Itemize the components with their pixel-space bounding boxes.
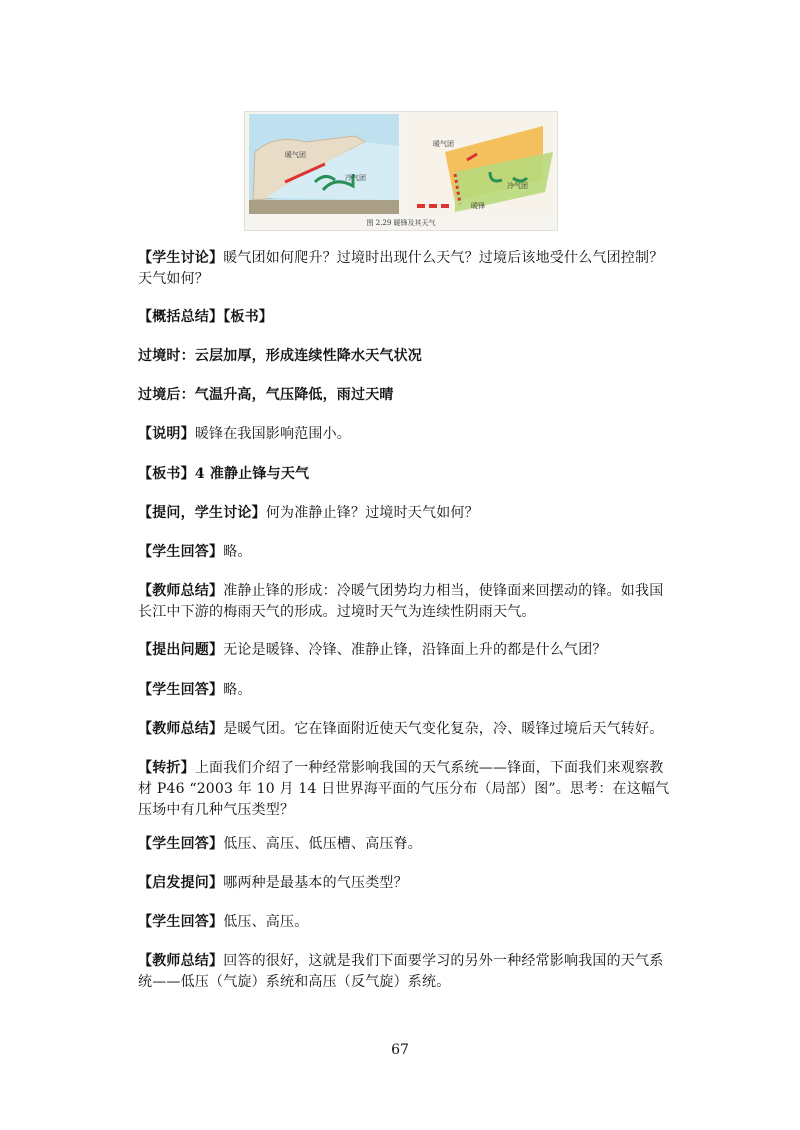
para-text: 略。 <box>223 682 252 698</box>
label-warm-left: 暖气团 <box>285 151 306 159</box>
para-head: 【学生讨论】 <box>138 250 224 266</box>
para-head: 【教师总结】 <box>138 583 224 599</box>
warm-front-figure <box>244 111 558 231</box>
para-13 <box>138 834 670 855</box>
para-7 <box>138 542 670 563</box>
para-head: 【板书】 <box>138 466 195 482</box>
para-head: 【学生回答】 <box>138 836 224 852</box>
para-head: 【教师总结】 <box>138 953 224 969</box>
para-16 <box>138 951 670 993</box>
para-11 <box>138 719 670 740</box>
para-bold-text: 过境时：云层加厚，形成连续性降水天气状况 <box>138 348 422 364</box>
para-10 <box>138 680 670 701</box>
para-text: 是暖气团。它在锋面附近使天气变化复杂，冷、暖锋过境后天气转好。 <box>223 721 664 737</box>
para-text: 暖气团如何爬升？过境时出现什么天气？过境后该地受什么气团控制？天气如何？ <box>138 250 664 287</box>
para-head: 【概括总结】【板书】 <box>138 309 273 325</box>
para-9 <box>138 640 670 661</box>
para-3 <box>138 385 670 406</box>
para-head: 【提问，学生讨论】 <box>138 505 266 521</box>
para-12 <box>138 758 670 821</box>
para-1 <box>138 307 670 328</box>
para-text: 暖锋在我国影响范围小。 <box>194 426 352 442</box>
para-bold-text: 过境后：气温升高，气压降低，雨过天晴 <box>138 387 394 403</box>
para-text: 低压、高压。 <box>223 914 309 930</box>
para-8 <box>138 581 670 623</box>
para-text: 准静止锋的形成：冷暖气团势均力相当，使锋面来回摆动的锋。如我国长江中下游的梅雨天气的形成。过境时天气为连续性阴雨天气。 <box>138 583 664 620</box>
para-head: 【提出问题】 <box>138 642 224 658</box>
para-text: 回答的很好，这就是我们下面要学习的另外一种经常影响我国的天气系统——低压（气旋）系统和高压（反气旋）系统。 <box>138 953 664 990</box>
para-text: 何为准静止锋？过境时天气如何？ <box>265 505 479 521</box>
label-warm-right: 暖气团 <box>433 140 454 148</box>
para-2 <box>138 346 670 367</box>
label-front: 暖锋 <box>471 202 485 210</box>
para-14 <box>138 873 670 894</box>
ground-left <box>249 200 399 214</box>
para-text: 哪两种是最基本的气压类型？ <box>223 875 408 891</box>
para-head: 【说明】 <box>138 426 195 442</box>
para-4 <box>138 424 670 445</box>
para-head: 【学生回答】 <box>138 544 224 560</box>
para-head: 【教师总结】 <box>138 721 224 737</box>
warm-front-diagram <box>245 112 557 230</box>
para-15 <box>138 912 670 933</box>
para-text: 上面我们介绍了一种经常影响我国的天气系统——锋面，下面我们来观察教材 P46 “2003 年 10 月 14 日世界海平面的气压分布（局部）图”。思考：在这幅气压场中有几种气压类型？ <box>138 760 670 818</box>
para-text: 无论是暖锋、冷锋、准静止锋，沿锋面上升的都是什么气团？ <box>223 642 607 658</box>
page-number: 67 <box>391 1042 409 1058</box>
figure-caption: 图 2.29 暖锋及其天气 <box>366 219 436 227</box>
para-0 <box>138 248 670 290</box>
para-text: 略。 <box>223 544 252 560</box>
para-head: 【学生回答】 <box>138 682 224 698</box>
para-text: 低压、高压、低压槽、高压脊。 <box>223 836 423 852</box>
para-bold-text: 4 准静止锋与天气 <box>194 466 310 482</box>
para-head: 【启发提问】 <box>138 875 224 891</box>
para-head: 【学生回答】 <box>138 914 224 930</box>
para-head: 【转折】 <box>138 760 195 776</box>
label-cold-right: 冷气团 <box>507 182 528 190</box>
label-cold-left: 冷气团 <box>345 174 366 182</box>
para-5 <box>138 464 670 485</box>
para-6 <box>138 503 670 524</box>
